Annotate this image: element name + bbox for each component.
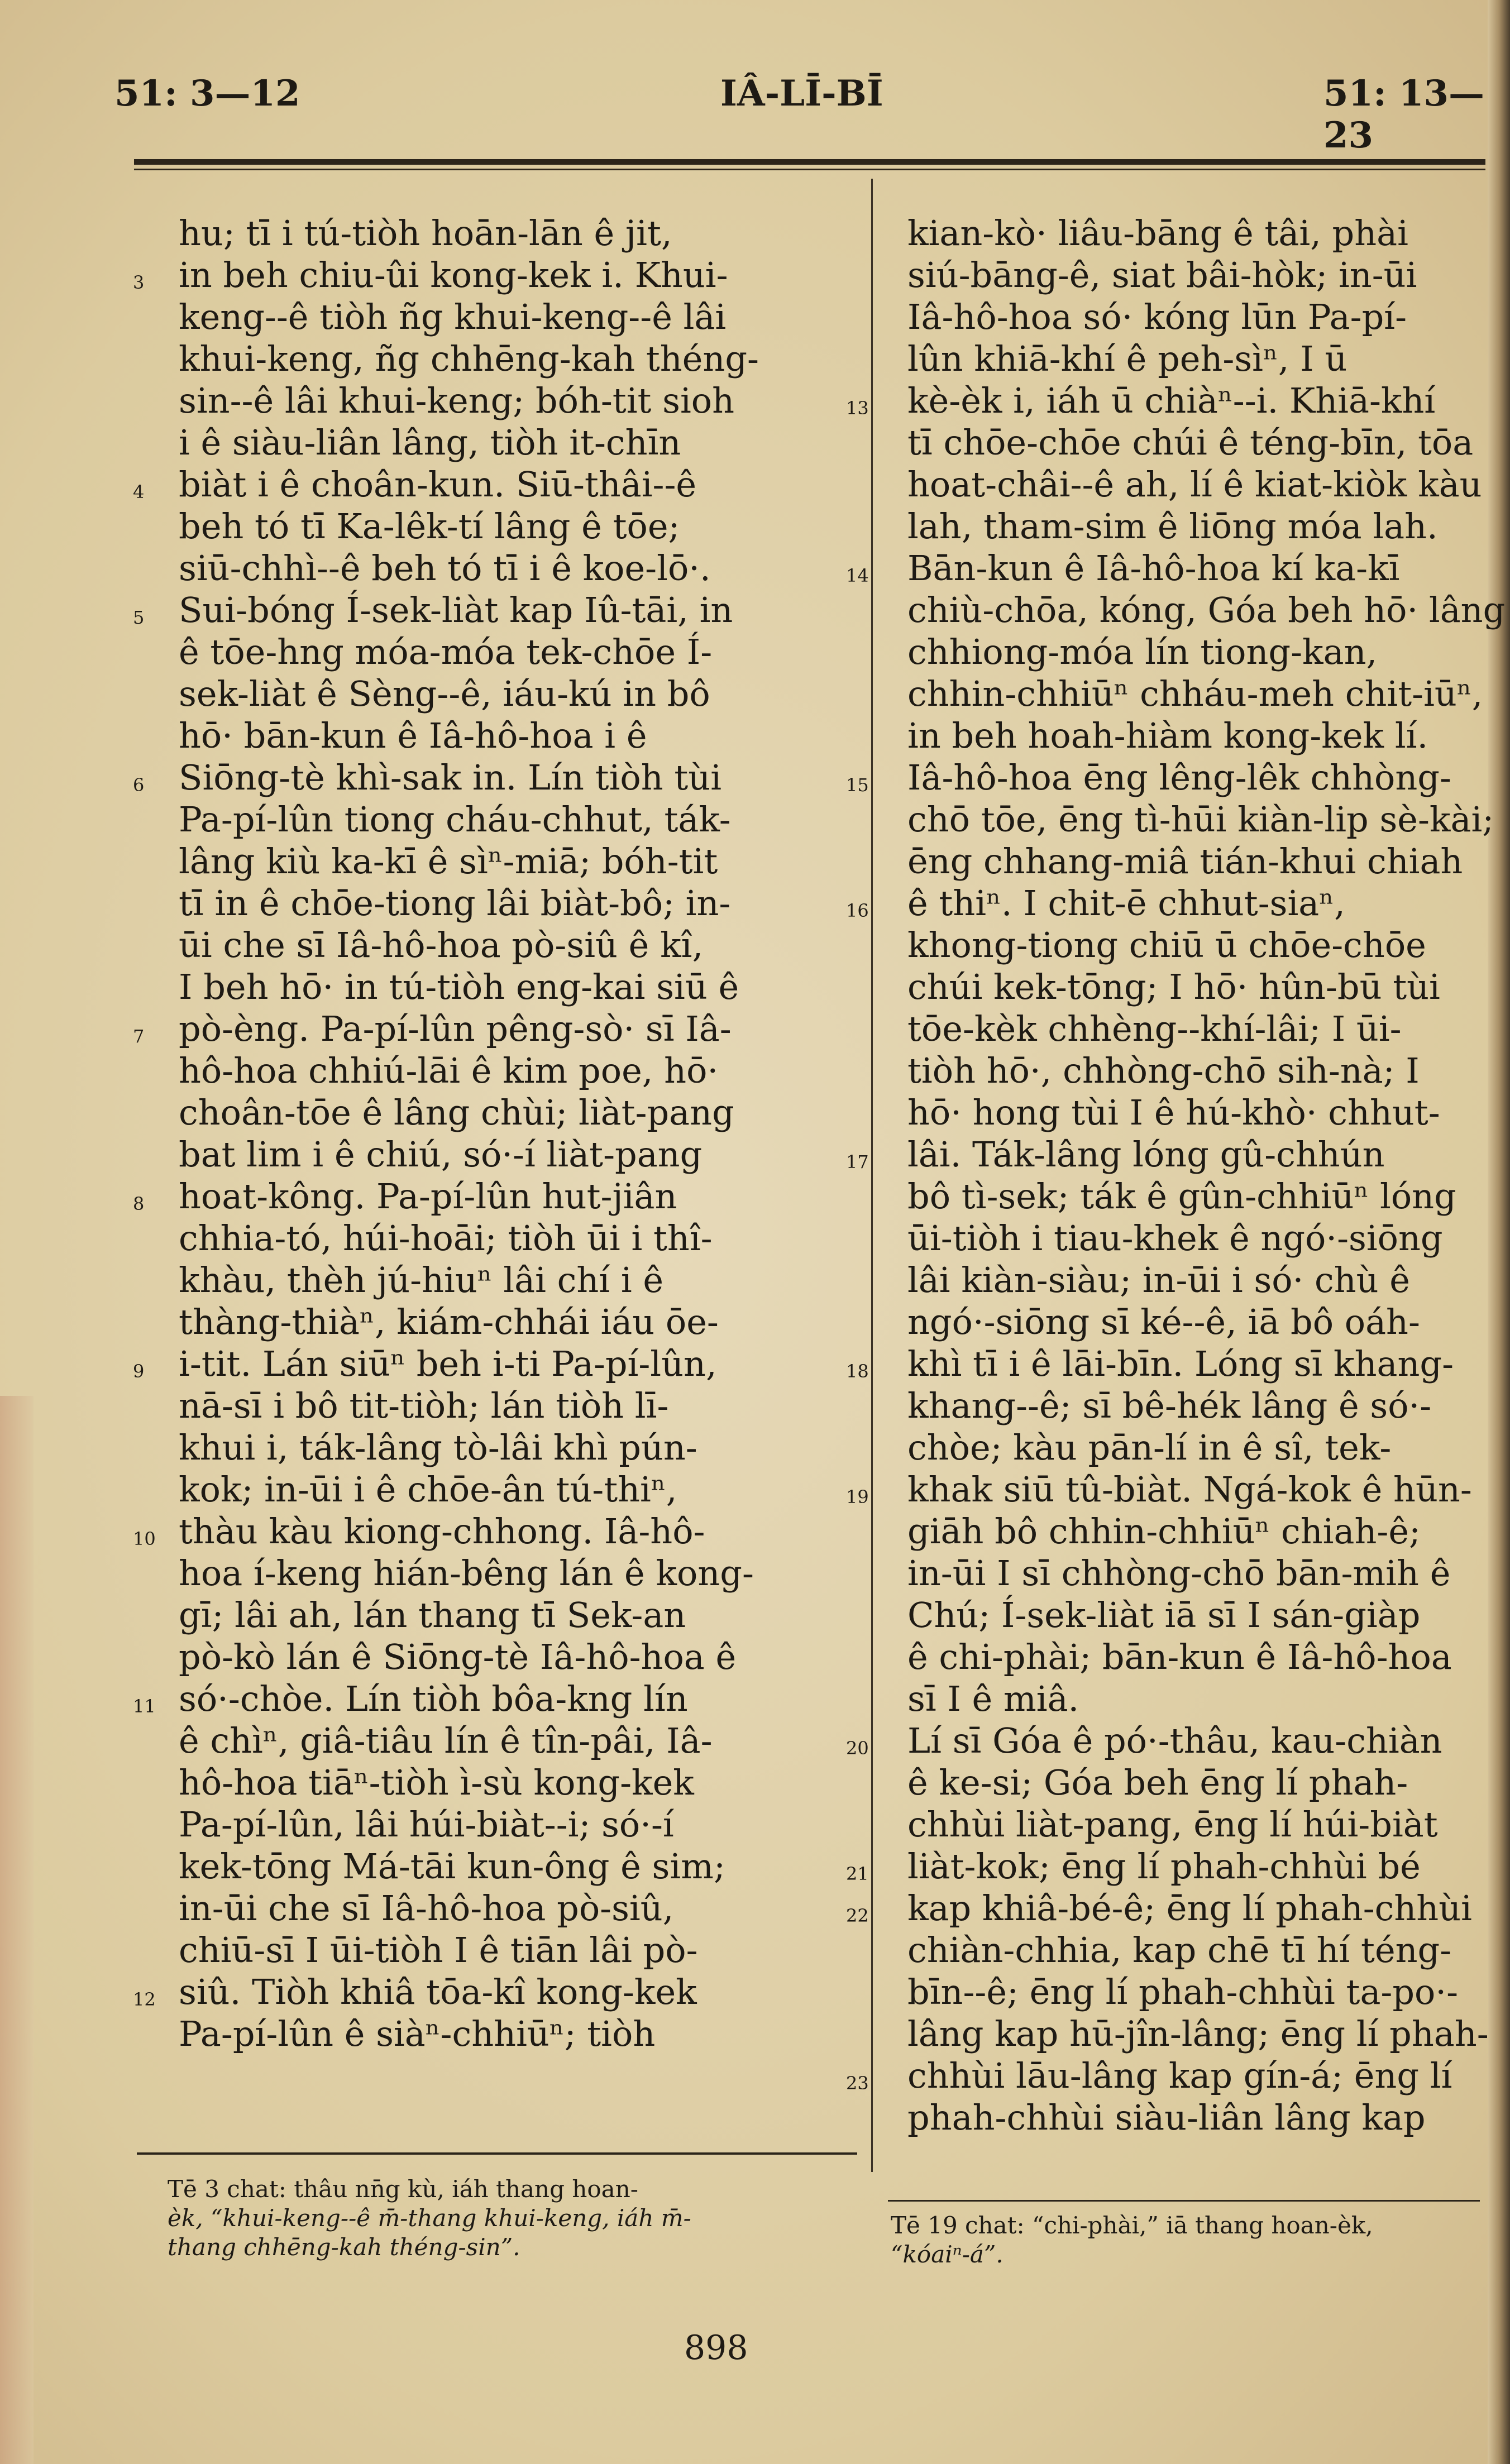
- text-line: [846, 882, 1494, 924]
- text-line: [179, 1092, 810, 1133]
- line-text: khong-tiong chiū ū chōe-chōe: [907, 925, 1426, 965]
- text-line: [179, 1762, 810, 1803]
- text-line: [907, 1301, 1494, 1343]
- text-line: [907, 631, 1494, 673]
- line-text: Pa-pí-lûn, lâi húi-biàt--i; só·-í: [179, 1804, 674, 1845]
- text-line: [907, 966, 1494, 1008]
- verse-number: 13: [846, 398, 869, 419]
- line-text: giāh bô chhin-chhiūⁿ chiah-ê;: [907, 1511, 1421, 1552]
- line-text: tī chōe-chōe chúi ê téng-bīn, tōa: [907, 422, 1474, 463]
- text-line: [179, 1929, 810, 1971]
- line-text: in-ūi I sī chhòng-chō bān-mih ê: [907, 1553, 1451, 1594]
- text-line: [133, 254, 810, 296]
- line-text: kè-èk i, iáh ū chiàⁿ--i. Khiā-khí: [907, 380, 1436, 421]
- verse-number: 15: [846, 774, 869, 796]
- line-text: hoa í-keng hián-bêng lán ê kong-: [179, 1553, 754, 1594]
- text-line: [179, 1133, 810, 1175]
- line-text: choân-tōe ê lâng chùi; liàt-pang: [179, 1092, 734, 1133]
- line-text: siū-chhì--ê beh tó tī i ê koe-lō·.: [179, 548, 711, 589]
- line-text: ūi che sī Iâ-hô-hoa pò-siû ê kî,: [179, 925, 704, 965]
- text-line: [179, 422, 810, 463]
- footnote-right: [891, 2211, 1483, 2269]
- text-line: [846, 1887, 1494, 1929]
- text-line: [907, 1092, 1494, 1133]
- text-line: [179, 673, 810, 715]
- line-text: Chú; Í-sek-liàt iā sī I sán-giàp: [907, 1595, 1421, 1635]
- verse-number: 3: [133, 272, 145, 293]
- line-text: biàt i ê choân-kun. Siū-thâi--ê: [179, 464, 697, 505]
- text-line: [907, 1008, 1494, 1050]
- line-text: ūi-tiòh i tiau-khek ê ngó·-siōng: [907, 1218, 1443, 1259]
- text-line: [907, 673, 1494, 715]
- line-text: pò-kò lán ê Siōng-tè Iâ-hô-hoa ê: [179, 1637, 737, 1677]
- verse-number: 16: [846, 900, 869, 921]
- line-text: I beh hō· in tú-tiòh eng-kai siū ê: [179, 967, 739, 1007]
- line-text: ê thiⁿ. I chit-ē chhut-siaⁿ,: [907, 883, 1345, 924]
- line-text: chiù-chōa, kóng, Góa beh hō· lâng: [907, 590, 1506, 630]
- footnote-left-line: Tē 3 chat: thâu nn̄g kù, iáh thang hoan-: [168, 2175, 638, 2203]
- line-text: chhùi liàt-pang, ēng lí húi-biàt: [907, 1804, 1438, 1845]
- line-text: lâi kiàn-siàu; in-ūi i só· chù ê: [907, 1260, 1410, 1300]
- verse-number: 12: [133, 1989, 156, 2010]
- line-text: kap khiâ-bé-ê; ēng lí phah-chhùi: [907, 1888, 1472, 1929]
- text-line: [179, 1427, 810, 1468]
- line-text: ê chìⁿ, giâ-tiâu lín ê tîn-pâi, Iâ-: [179, 1720, 713, 1761]
- verse-number: 21: [846, 1863, 869, 1884]
- verse-number: 8: [133, 1193, 145, 1214]
- verse-number: 4: [133, 481, 145, 503]
- text-line: [179, 1720, 810, 1762]
- line-text: khui i, ták-lâng tò-lâi khì pún-: [179, 1427, 697, 1468]
- footnote-left-line: thang chhēng-kah théng-sin”.: [168, 2233, 520, 2261]
- text-line: [179, 212, 810, 254]
- line-text: Sui-bóng Í-sek-liàt kap Iû-tāi, in: [179, 590, 733, 630]
- text-line: [179, 715, 810, 757]
- text-line: [907, 2013, 1494, 2055]
- line-text: ê ke-si; Góa beh ēng lí phah-: [907, 1762, 1408, 1803]
- text-line: [907, 1803, 1494, 1845]
- line-text: i-tit. Lán siūⁿ beh i-ti Pa-pí-lûn,: [179, 1343, 717, 1384]
- line-text: hoat-kông. Pa-pí-lûn hut-jiân: [179, 1176, 677, 1217]
- text-line: [846, 1720, 1494, 1762]
- text-line: [907, 715, 1494, 757]
- line-text: lâi. Ták-lâng lóng gû-chhún: [907, 1134, 1385, 1175]
- footnote-left-line: èk, “khui-keng--ê m̄-thang khui-keng, iáh m̄-: [168, 2204, 691, 2232]
- verse-number: 11: [133, 1696, 156, 1717]
- line-text: liàt-kok; ēng lí phah-chhùi bé: [907, 1846, 1421, 1887]
- text-line: [907, 798, 1494, 840]
- text-line: [907, 2097, 1494, 2138]
- text-line: [133, 1678, 810, 1720]
- line-text: lâng kap hū-jîn-lâng; ēng lí phah-: [907, 2013, 1489, 2054]
- footnote-left: [168, 2175, 866, 2262]
- text-line: [133, 1008, 810, 1050]
- text-line: [907, 1594, 1494, 1636]
- line-text: nā-sī i bô tit-tiòh; lán tiòh lī-: [179, 1385, 669, 1426]
- line-text: chō tōe, ēng tì-hūi kiàn-lip sè-kài;: [907, 799, 1494, 840]
- verse-number: 19: [846, 1486, 869, 1508]
- line-text: chhiong-móa lín tiong-kan,: [907, 631, 1378, 672]
- line-text: lâng kiù ka-kī ê sìⁿ-miā; bóh-tit: [179, 841, 718, 882]
- text-line: [907, 1510, 1494, 1552]
- footnote-right-line: “kóaiⁿ-á”.: [891, 2241, 1004, 2268]
- text-line: [907, 1636, 1494, 1678]
- line-text: khàu, thèh jú-hiuⁿ lâi chí i ê: [179, 1260, 664, 1300]
- line-text: chòe; kàu pān-lí in ê sî, tek-: [907, 1427, 1392, 1468]
- text-line: [907, 296, 1494, 338]
- line-text: sek-liàt ê Sèng--ê, iáu-kú in bô: [179, 673, 710, 714]
- line-text: pò-èng. Pa-pí-lûn pêng-sò· sī Iâ-: [179, 1008, 732, 1049]
- text-line: [179, 380, 810, 422]
- text-line: [846, 1845, 1494, 1887]
- line-text: sī I ê miâ.: [907, 1678, 1079, 1719]
- line-text: in beh chiu-ûi kong-kek i. Khui-: [179, 255, 728, 295]
- text-line: [907, 1385, 1494, 1427]
- header-left-reference: 51: 3—12: [114, 73, 300, 114]
- page-edge-stain: [0, 1396, 34, 2464]
- line-text: chhùi lāu-lâng kap gín-á; ēng lí: [907, 2055, 1452, 2096]
- text-line: [179, 338, 810, 380]
- page-number: 898: [684, 2328, 748, 2367]
- line-text: lûn khiā-khí ê peh-sìⁿ, I ū: [907, 338, 1347, 379]
- footnote-rule-right: [888, 2200, 1480, 2202]
- line-text: bat lim i ê chiú, só·-í liàt-pang: [179, 1134, 703, 1175]
- running-header: [0, 73, 1510, 156]
- header-right-reference: 51: 13—23: [1323, 73, 1485, 156]
- text-line: [907, 212, 1494, 254]
- verse-number: 5: [133, 607, 145, 628]
- verse-number: 6: [133, 774, 145, 796]
- line-text: khui-keng, ñg chhēng-kah théng-: [179, 338, 759, 379]
- text-line: [133, 589, 810, 631]
- text-line: [179, 1887, 810, 1929]
- text-line: [907, 422, 1494, 463]
- line-text: hō· bān-kun ê Iâ-hô-hoa i ê: [179, 715, 647, 756]
- line-text: bīn--ê; ēng lí phah-chhùi ta-po·-: [907, 1972, 1459, 2012]
- line-text: in-ūi che sī Iâ-hô-hoa pò-siû,: [179, 1888, 674, 1929]
- text-line: [907, 924, 1494, 966]
- text-line: [846, 547, 1494, 589]
- text-line: [179, 296, 810, 338]
- line-text: tōe-kèk chhèng--khí-lâi; I ūi-: [907, 1008, 1402, 1049]
- verse-number: 10: [133, 1528, 156, 1549]
- line-text: sin--ê lâi khui-keng; bóh-tit sioh: [179, 380, 735, 421]
- line-text: gī; lâi ah, lán thang tī Sek-an: [179, 1595, 686, 1635]
- verse-number: 9: [133, 1361, 145, 1382]
- text-line: [179, 1594, 810, 1636]
- verse-number: 23: [846, 2073, 869, 2094]
- line-text: tī in ê chōe-tiong lâi biàt-bô; in-: [179, 883, 731, 924]
- text-line: [133, 1175, 810, 1217]
- header-rule-thick: [134, 159, 1485, 165]
- line-text: khang--ê; sī bê-hék lâng ê só·-: [907, 1385, 1432, 1426]
- text-line: [179, 1217, 810, 1259]
- line-text: Siōng-tè khì-sak in. Lín tiòh tùi: [179, 757, 722, 798]
- text-line: [133, 1971, 810, 2013]
- line-text: siû. Tiòh khiâ tōa-kî kong-kek: [179, 1972, 697, 2012]
- footnote-rule-left: [137, 2152, 857, 2155]
- line-text: hô-hoa tiāⁿ-tiòh ì-sù kong-kek: [179, 1762, 694, 1803]
- text-line: [907, 1175, 1494, 1217]
- line-text: kok; in-ūi i ê chōe-ân tú-thiⁿ,: [179, 1469, 677, 1510]
- text-line: [179, 631, 810, 673]
- verse-number: 18: [846, 1361, 869, 1382]
- text-line: [846, 1343, 1494, 1385]
- line-text: beh tó tī Ka-lêk-tí lâng ê tōe;: [179, 506, 680, 547]
- line-text: hô-hoa chhiú-lāi ê kim poe, hō·: [179, 1050, 719, 1091]
- text-line: [133, 757, 810, 798]
- text-line: [179, 924, 810, 966]
- text-line: [846, 757, 1494, 798]
- text-line: [907, 254, 1494, 296]
- line-text: ê chi-phài; bān-kun ê Iâ-hô-hoa: [907, 1637, 1452, 1677]
- line-text: khì tī i ê lāi-bīn. Lóng sī khang-: [907, 1343, 1454, 1384]
- line-text: chiū-sī I ūi-tiòh I ê tiān lâi pò-: [179, 1930, 698, 1970]
- verse-number: 22: [846, 1905, 869, 1926]
- text-line: [179, 966, 810, 1008]
- text-line: [133, 1343, 810, 1385]
- line-text: bô tì-sek; ták ê gûn-chhiūⁿ lóng: [907, 1176, 1456, 1217]
- text-line: [907, 338, 1494, 380]
- line-text: hō· hong tùi I ê hú-khò· chhut-: [907, 1092, 1440, 1133]
- text-line: [179, 1050, 810, 1092]
- footnote-right-line: Tē 19 chat: “chi-phài,” iā thang hoan-èk,: [891, 2212, 1373, 2239]
- line-text: hu; tī i tú-tiòh hoān-lān ê jit,: [179, 213, 672, 253]
- line-text: i ê siàu-liân lâng, tiòh it-chīn: [179, 422, 681, 463]
- line-text: in beh hoah-hiàm kong-kek lí.: [907, 715, 1428, 756]
- line-text: chiàn-chhia, kap chē tī hí téng-: [907, 1930, 1452, 1970]
- text-line: [907, 1552, 1494, 1594]
- left-text-column: [133, 212, 810, 2055]
- line-text: Pa-pí-lûn tiong cháu-chhut, ták-: [179, 799, 731, 840]
- line-text: Pa-pí-lûn ê siàⁿ-chhiūⁿ; tiòh: [179, 2013, 656, 2054]
- text-line: [846, 1468, 1494, 1510]
- text-line: [133, 463, 810, 505]
- line-text: thàng-thiàⁿ, kiám-chhái iáu ōe-: [179, 1302, 719, 1342]
- text-line: [179, 1552, 810, 1594]
- line-text: chhin-chhiūⁿ chháu-meh chit-iūⁿ,: [907, 673, 1483, 714]
- line-text: keng--ê tiòh ñg khui-keng--ê lâi: [179, 296, 727, 337]
- line-text: só·-chòe. Lín tiòh bôa-kng lín: [179, 1678, 688, 1719]
- column-divider: [871, 179, 873, 2172]
- text-line: [907, 463, 1494, 505]
- line-text: chúi kek-tōng; I hō· hûn-bū tùi: [907, 967, 1440, 1007]
- header-book-title: IÂ-LĪ-BĪ: [720, 73, 883, 114]
- text-line: [179, 2013, 810, 2055]
- line-text: lah, tham-sim ê liōng móa lah.: [907, 506, 1438, 547]
- line-text: ēng chhang-miâ tián-khui chiah: [907, 841, 1463, 882]
- text-line: [846, 2055, 1494, 2097]
- text-line: [907, 505, 1494, 547]
- text-line: [179, 1636, 810, 1678]
- text-line: [907, 1050, 1494, 1092]
- line-text: tiòh hō·, chhòng-chō sih-nà; I: [907, 1050, 1420, 1091]
- text-line: [133, 1510, 810, 1552]
- text-line: [179, 798, 810, 840]
- text-line: [846, 380, 1494, 422]
- text-line: [907, 1929, 1494, 1971]
- text-line: [179, 1385, 810, 1427]
- text-line: [179, 1259, 810, 1301]
- text-line: [179, 882, 810, 924]
- line-text: siú-bāng-ê, siat bâi-hòk; in-ūi: [907, 255, 1417, 295]
- line-text: hoat-châi--ê ah, lí ê kiat-kiòk kàu: [907, 464, 1482, 505]
- text-line: [907, 1762, 1494, 1803]
- text-line: [907, 589, 1506, 631]
- line-text: phah-chhùi siàu-liân lâng kap: [907, 2097, 1426, 2138]
- line-text: ê tōe-hng móa-móa tek-chōe Í-: [179, 631, 713, 672]
- text-line: [179, 1803, 810, 1845]
- text-line: [179, 840, 810, 882]
- line-text: kian-kò· liâu-bāng ê tâi, phài: [907, 213, 1408, 253]
- text-line: [907, 1678, 1494, 1720]
- text-line: [907, 840, 1494, 882]
- right-text-column: [846, 212, 1506, 2138]
- text-line: [907, 1971, 1494, 2013]
- line-text: kek-tōng Má-tāi kun-ông ê sim;: [179, 1846, 725, 1887]
- text-line: [179, 505, 810, 547]
- line-text: Iâ-hô-hoa só· kóng lūn Pa-pí-: [907, 296, 1407, 337]
- verse-number: 14: [846, 565, 869, 586]
- text-line: [179, 1845, 810, 1887]
- text-line: [179, 547, 810, 589]
- verse-number: 20: [846, 1738, 869, 1759]
- verse-number: 7: [133, 1026, 145, 1047]
- header-rule-thin: [134, 169, 1485, 170]
- line-text: khak siū tû-biàt. Ngá-kok ê hūn-: [907, 1469, 1472, 1510]
- line-text: ngó·-siōng sī ké--ê, iā bô oáh-: [907, 1302, 1420, 1342]
- text-line: [907, 1259, 1494, 1301]
- line-text: Iâ-hô-hoa ēng lêng-lêk chhòng-: [907, 757, 1451, 798]
- text-line: [907, 1427, 1494, 1468]
- text-line: [846, 1133, 1494, 1175]
- line-text: Bān-kun ê Iâ-hô-hoa kí ka-kī: [907, 548, 1400, 589]
- verse-number: 17: [846, 1151, 869, 1173]
- text-line: [179, 1301, 810, 1343]
- line-text: Lí sī Góa ê pó·-thâu, kau-chiàn: [907, 1720, 1442, 1761]
- text-line: [179, 1468, 810, 1510]
- line-text: thàu kàu kiong-chhong. Iâ-hô-: [179, 1511, 705, 1552]
- text-line: [907, 1217, 1494, 1259]
- line-text: chhia-tó, húi-hoāi; tiòh ūi i thî-: [179, 1218, 713, 1259]
